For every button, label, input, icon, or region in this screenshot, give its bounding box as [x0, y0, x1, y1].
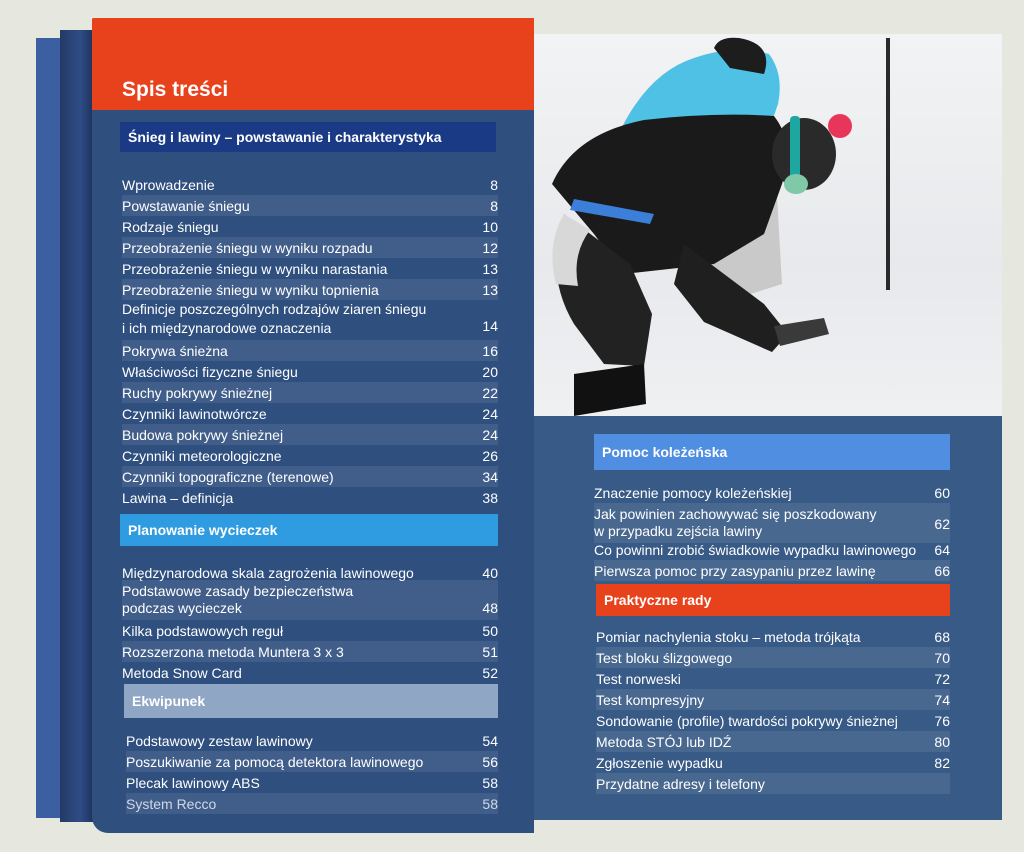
toc-entry-title: Test bloku ślizgowego	[596, 650, 733, 666]
toc-entry-page: 82	[934, 755, 950, 771]
toc-entry-page: 62	[934, 516, 950, 532]
toc-entry-title: Plecak lawinowy ABS	[126, 775, 260, 791]
toc-entry-title-line2: i ich międzynarodowe oznaczenia	[122, 320, 332, 336]
toc-entry-page: 22	[482, 385, 498, 401]
toc-entry	[126, 751, 498, 772]
toc-entry	[122, 487, 498, 508]
booklet-back-cover-edge	[36, 38, 62, 818]
section-heading-label: Planowanie wycieczek	[128, 522, 278, 538]
toc-entry-title-line2: podczas wycieczek	[122, 600, 242, 616]
toc-entry-title: Właściwości fizyczne śniegu	[122, 364, 298, 380]
toc-entry-title: Metoda Snow Card	[122, 665, 242, 681]
toc-entry-title: Czynniki meteorologiczne	[122, 448, 282, 464]
section-heading-snow-avalanches	[120, 122, 496, 152]
page-title: Spis treści	[122, 78, 229, 101]
toc-entry	[126, 772, 498, 793]
toc-entry	[122, 195, 498, 216]
toc-entry-title: Poszukiwanie za pomocą detektora lawinowego	[126, 754, 424, 770]
toc-entry-title: Zgłoszenie wypadku	[596, 755, 723, 771]
toc-entry-page: 72	[934, 671, 950, 687]
toc-entry-title: System Recco	[126, 796, 217, 812]
toc-entry-page: 74	[934, 692, 950, 708]
toc-entry-page: 68	[934, 629, 950, 645]
people-digging-snow-illustration	[534, 34, 1002, 416]
toc-entry	[596, 689, 950, 710]
toc-entry	[122, 641, 498, 662]
toc-entry-title: Rodzaje śniegu	[122, 219, 219, 235]
toc-entry-page: 70	[934, 650, 950, 666]
toc-entry	[594, 560, 950, 581]
toc-entry-page: 60	[934, 485, 950, 501]
toc-entry-title: Przeobrażenie śniegu w wyniku topnienia	[122, 282, 379, 298]
toc-entry	[122, 424, 498, 445]
toc-entry-title: Test norweski	[596, 671, 681, 687]
toc-entry-page: 66	[934, 563, 950, 579]
right-page	[534, 34, 1002, 820]
toc-entry-title: Kilka podstawowych reguł	[122, 623, 284, 639]
toc-entry	[122, 174, 498, 195]
toc-entry-title: Znaczenie pomocy koleżeńskiej	[594, 485, 792, 501]
toc-entry-page: 40	[482, 565, 498, 581]
toc-entry-page: 76	[934, 713, 950, 729]
toc-entry-title: Czynniki topograficzne (terenowe)	[122, 469, 334, 485]
toc-entry-title: Pokrywa śnieżna	[122, 343, 228, 359]
toc-entry-title: Czynniki lawinotwórcze	[122, 406, 267, 422]
toc-entry-title: Sondowanie (profile) twardości pokrywy śnieżnej	[596, 713, 898, 729]
toc-entry	[596, 668, 950, 689]
toc-entry-page: 58	[482, 775, 498, 791]
toc-entry-page: 24	[482, 406, 498, 422]
toc-entry-title: Lawina – definicja	[122, 490, 234, 506]
toc-entry-title: Powstawanie śniegu	[122, 198, 250, 214]
toc-entry-title: Co powinni zrobić świadkowie wypadku lawinowego	[594, 542, 917, 558]
toc-entry-page: 20	[482, 364, 498, 380]
toc-entry-title: Wprowadzenie	[122, 177, 215, 193]
section-heading-label: Praktyczne rady	[604, 592, 712, 608]
toc-entry-page: 10	[482, 219, 498, 235]
toc-entry	[126, 793, 498, 814]
toc-entry-title: Budowa pokrywy śnieżnej	[122, 427, 284, 443]
toc-entry-page: 48	[482, 600, 498, 616]
toc-entry-page: 26	[482, 448, 498, 464]
toc-entry-title: Pomiar nachylenia stoku – metoda trójkąta	[596, 629, 861, 645]
section-heading-label: Ekwipunek	[132, 693, 206, 709]
toc-entry	[126, 730, 498, 751]
toc-entry-page: 50	[482, 623, 498, 639]
section-heading-label: Śnieg i lawiny – powstawanie i charakterystyka	[128, 129, 442, 145]
toc-entry	[122, 620, 498, 641]
toc-entry	[122, 466, 498, 487]
toc-entry-title: Rozszerzona metoda Muntera 3 x 3	[122, 644, 344, 660]
toc-entry	[122, 403, 498, 424]
toc-entry-page: 13	[482, 282, 498, 298]
toc-entry-title: Test kompresyjny	[596, 692, 705, 708]
left-page	[92, 18, 534, 833]
toc-entry-page: 8	[490, 198, 498, 214]
toc-entry-page: 51	[482, 644, 498, 660]
toc-entry-page: 12	[482, 240, 498, 256]
toc-entry-page: 38	[482, 490, 498, 506]
toc-entry	[594, 539, 950, 560]
toc-entry-page: 24	[482, 427, 498, 443]
toc-entry-page: 34	[482, 469, 498, 485]
toc-entry	[122, 361, 498, 382]
toc-entry-title: Przydatne adresy i telefony	[596, 776, 765, 792]
toc-entry	[594, 503, 950, 543]
toc-entry-title: Metoda STÓJ lub IDŹ	[596, 734, 732, 750]
toc-entry	[596, 752, 950, 773]
toc-entry-page: 14	[482, 318, 498, 334]
section-heading-practical-tips	[596, 584, 950, 616]
toc-entry	[594, 482, 950, 503]
toc-entry-page: 64	[934, 542, 950, 558]
toc-entry-title: Podstawowy zestaw lawinowy	[126, 733, 313, 749]
section-heading-companion-rescue	[594, 434, 950, 470]
toc-entry	[596, 626, 950, 647]
toc-entry	[122, 258, 498, 279]
toc-entry	[596, 710, 950, 731]
toc-entry	[122, 237, 498, 258]
section-heading-label: Pomoc koleżeńska	[602, 444, 728, 460]
toc-entry-page: 56	[482, 754, 498, 770]
toc-entry-title: Przeobrażenie śniegu w wyniku narastania	[122, 261, 388, 277]
toc-entry-page: 80	[934, 734, 950, 750]
toc-entry-title: Jak powinien zachowywać się poszkodowany	[594, 506, 877, 522]
toc-entry-page: 52	[482, 665, 498, 681]
toc-entry-title: Ruchy pokrywy śnieżnej	[122, 385, 273, 401]
toc-entry	[122, 340, 498, 361]
toc-entry	[122, 662, 498, 683]
toc-entry-page: 54	[482, 733, 498, 749]
toc-entry-page: 16	[482, 343, 498, 359]
toc-entry	[122, 216, 498, 237]
toc-entry-title: Międzynarodowa skala zagrożenia lawinowego	[122, 565, 414, 581]
booklet-spine	[60, 30, 94, 822]
toc-entry	[122, 298, 498, 340]
toc-entry	[122, 279, 498, 300]
section-heading-equipment	[124, 684, 498, 718]
toc-entry	[596, 647, 950, 668]
section-heading-trip-planning	[120, 514, 498, 546]
toc-entry	[596, 731, 950, 752]
toc-entry	[122, 580, 498, 620]
toc-entry-page: 8	[490, 177, 498, 193]
toc-entry-title: Przeobrażenie śniegu w wyniku rozpadu	[122, 240, 373, 256]
snow-photo	[534, 34, 1002, 416]
toc-entry-title: Podstawowe zasady bezpieczeństwa	[122, 583, 354, 599]
toc-entry	[122, 382, 498, 403]
toc-entry-page: 13	[482, 261, 498, 277]
toc-entry	[596, 773, 950, 794]
toc-entry	[122, 445, 498, 466]
toc-entry-title-line2: w przypadku zejścia lawiny	[594, 523, 763, 539]
toc-entry-page: 58	[482, 796, 498, 812]
toc-entry-title: Definicje poszczególnych rodzajów ziaren śniegu	[122, 301, 427, 317]
toc-entry-title: Pierwsza pomoc przy zasypaniu przez lawinę	[594, 563, 876, 579]
